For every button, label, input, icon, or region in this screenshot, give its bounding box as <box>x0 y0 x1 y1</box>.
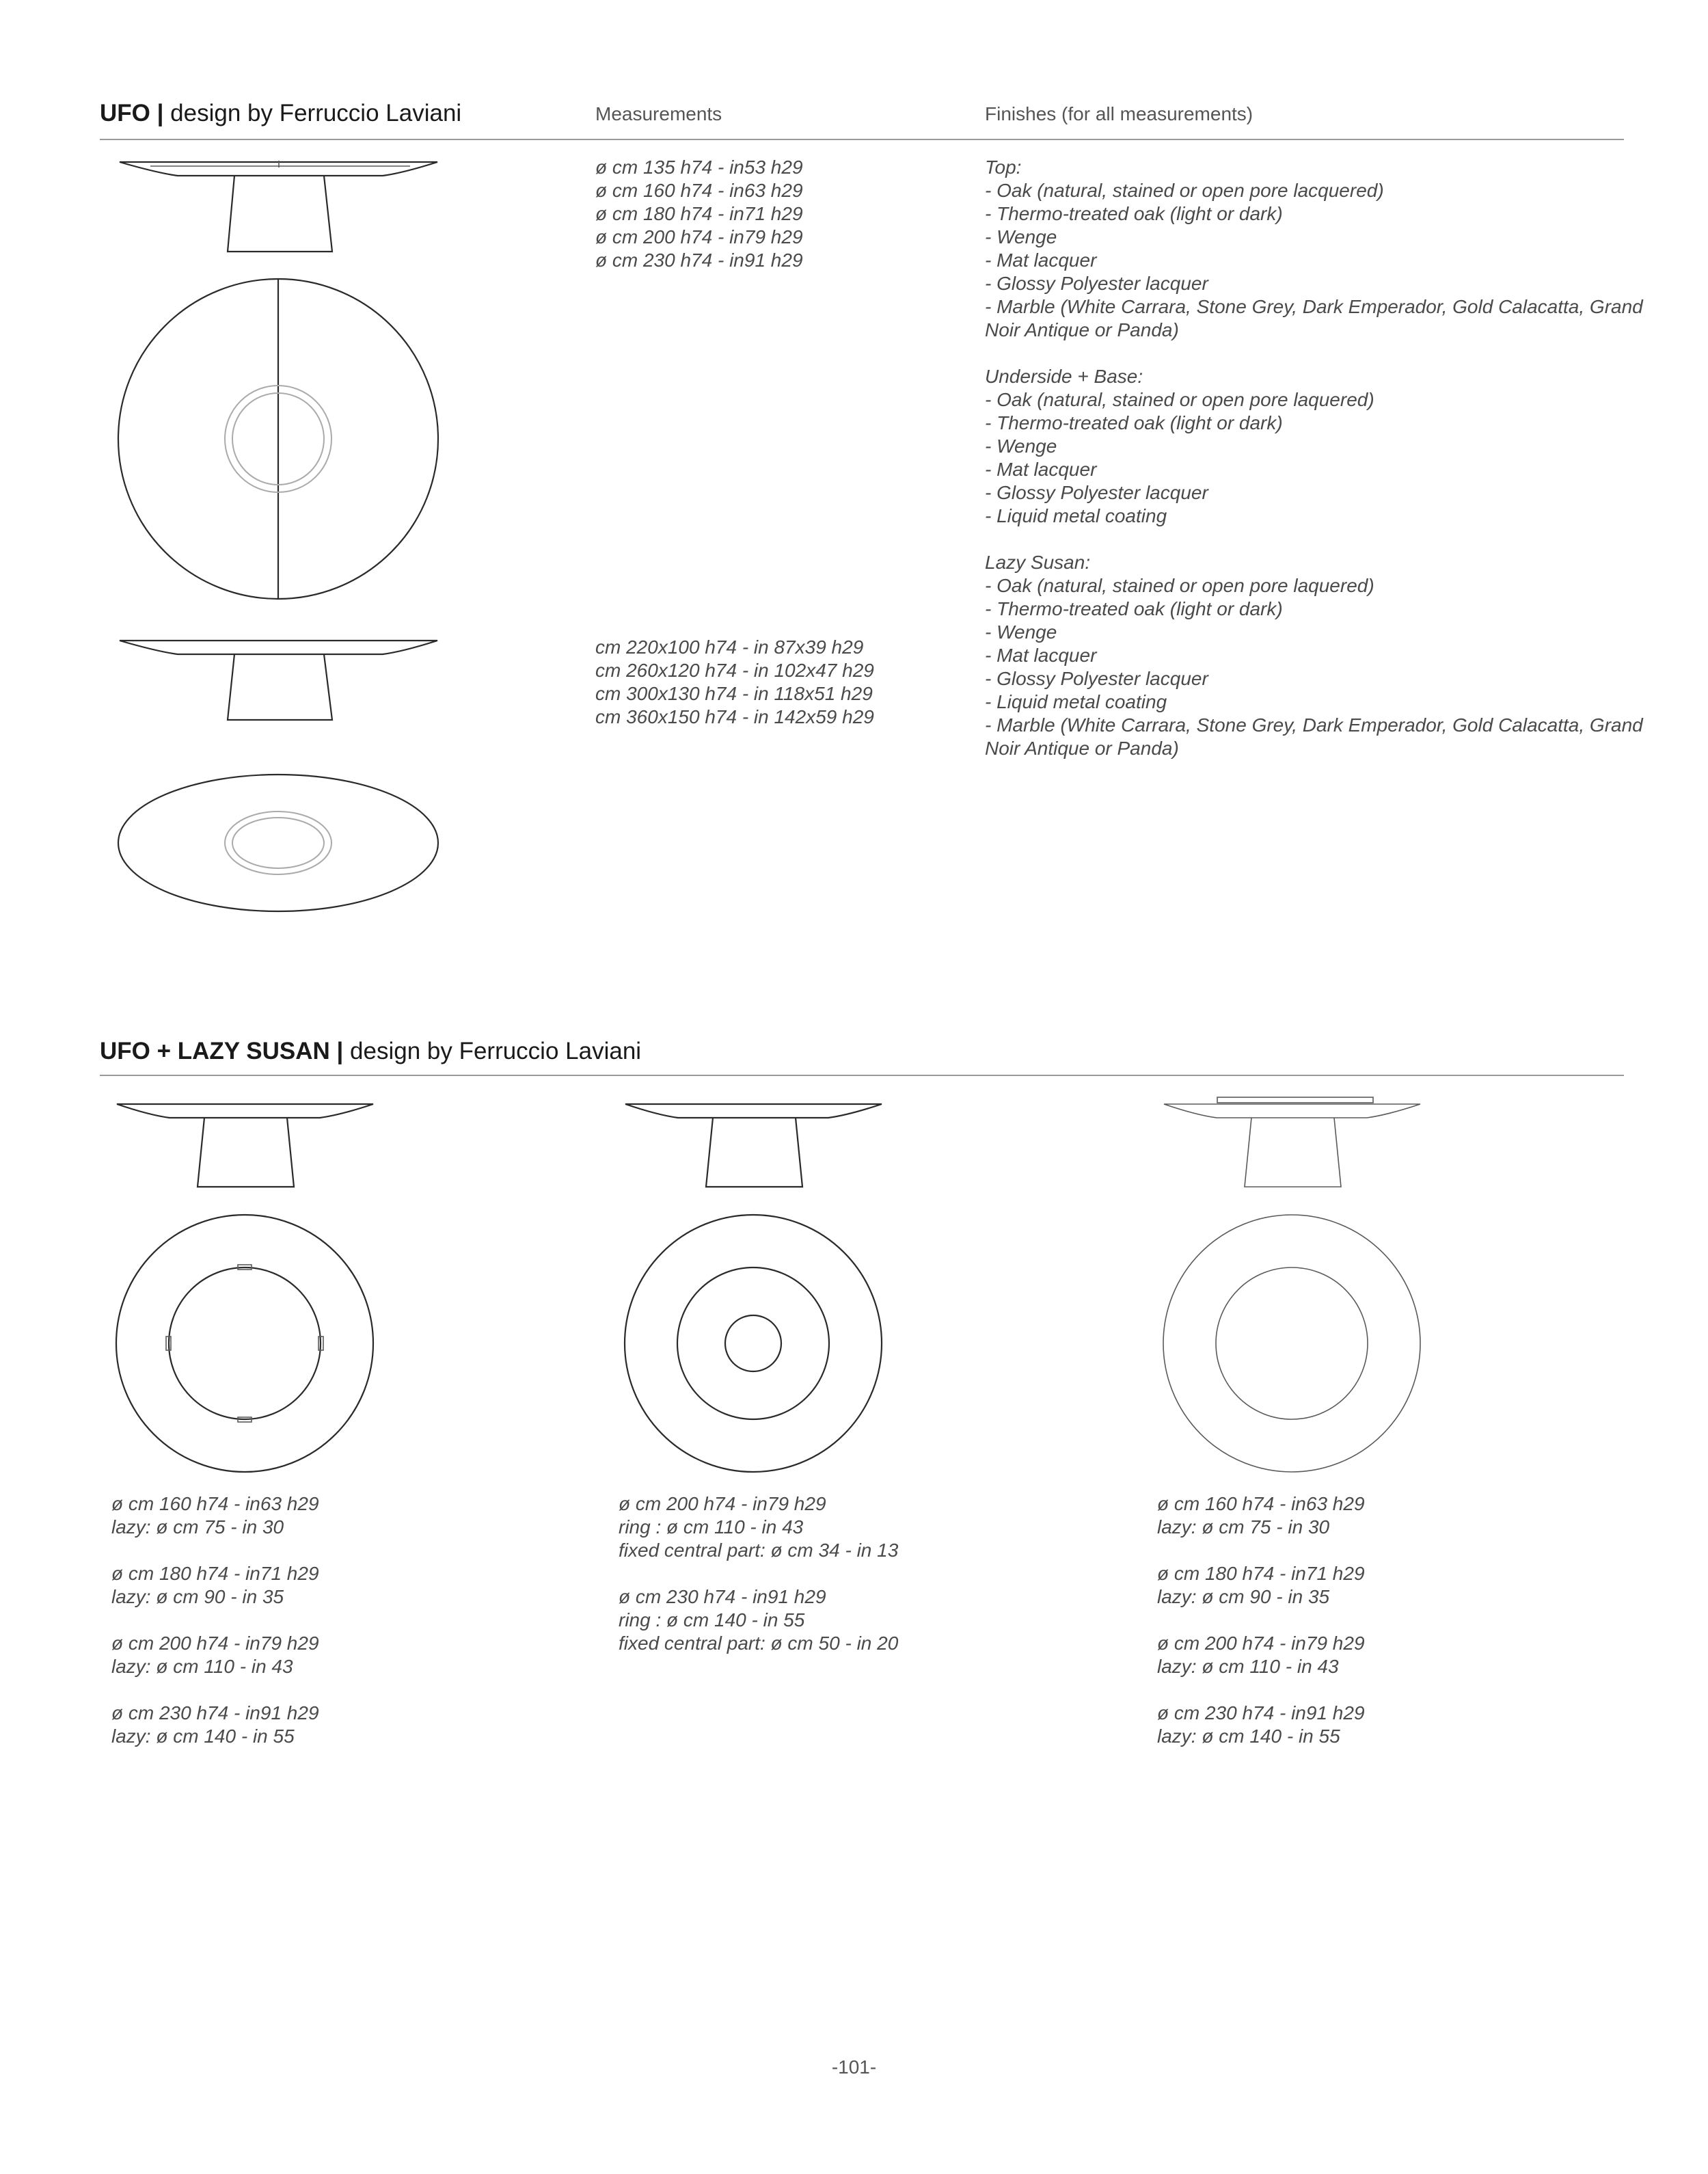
spec-line: ring : ø cm 140 - in 55 <box>619 1609 805 1630</box>
spec-line: ø cm 200 h74 - in79 h29 <box>619 1493 826 1514</box>
finish-item: - Thermo-treated oak (light or dark) <box>985 412 1283 433</box>
spec-line: fixed central part: ø cm 34 - in 13 <box>619 1540 899 1561</box>
oval-sizes-list <box>595 636 874 729</box>
section1-title <box>100 100 461 127</box>
spec-line: lazy: ø cm 110 - in 43 <box>111 1656 293 1677</box>
finish-item: Noir Antique or Panda) <box>985 738 1179 759</box>
round-size-item: ø cm 200 h74 - in79 h29 <box>595 226 803 247</box>
section2-title-rest: design by Ferruccio Laviani <box>350 1038 642 1064</box>
finish-item: - Oak (natural, stained or open pore laquered) <box>985 575 1374 596</box>
spec-line: ø cm 160 h74 - in63 h29 <box>1157 1493 1365 1514</box>
measurements-heading: Measurements <box>595 103 722 124</box>
section1-title-rest: design by Ferruccio Laviani <box>170 100 462 126</box>
round-size-item: ø cm 230 h74 - in91 h29 <box>595 250 803 271</box>
finish-item: - Liquid metal coating <box>985 505 1167 526</box>
page-number: -101- <box>831 2056 877 2078</box>
spec-line: lazy: ø cm 90 - in 35 <box>1157 1586 1330 1607</box>
section1-divider <box>100 139 1624 140</box>
finish-group-title: Underside + Base: <box>985 366 1143 387</box>
finish-item: Noir Antique or Panda) <box>985 319 1179 340</box>
finishes-heading: Finishes (for all measurements) <box>985 103 1253 124</box>
section1-title-sep: | <box>150 100 171 126</box>
section2-title <box>100 1038 641 1065</box>
spec-line: ø cm 180 h74 - in71 h29 <box>1157 1563 1365 1584</box>
round-table-side-view <box>116 154 444 256</box>
finish-item: - Thermo-treated oak (light or dark) <box>985 598 1283 619</box>
spec-line: ø cm 230 h74 - in91 h29 <box>1157 1702 1365 1723</box>
oval-table-side-view <box>116 632 444 728</box>
oval-size-item: cm 300x130 h74 - in 118x51 h29 <box>595 683 873 704</box>
finish-item: - Marble (White Carrara, Stone Grey, Dark Emperador, Gold Calacatta, Grand <box>985 714 1643 736</box>
finish-item: - Wenge <box>985 621 1057 643</box>
finish-item: - Liquid metal coating <box>985 691 1167 712</box>
lazy-susan-1-specs <box>111 1492 319 1748</box>
spec-line: ø cm 230 h74 - in91 h29 <box>619 1586 826 1607</box>
finish-item: - Marble (White Carrara, Stone Grey, Dark Emperador, Gold Calacatta, Grand <box>985 296 1643 317</box>
round-size-item: ø cm 160 h74 - in63 h29 <box>595 180 803 201</box>
round-size-item: ø cm 135 h74 - in53 h29 <box>595 157 803 178</box>
finish-item: - Glossy Polyester lacquer <box>985 482 1208 503</box>
finish-item: - Mat lacquer <box>985 459 1097 480</box>
finish-group-title: Lazy Susan: <box>985 552 1091 573</box>
section2-title-bold: UFO + LAZY SUSAN <box>100 1038 330 1064</box>
finish-item: - Thermo-treated oak (light or dark) <box>985 203 1283 224</box>
finish-item: - Glossy Polyester lacquer <box>985 273 1208 294</box>
oval-size-item: cm 360x150 h74 - in 142x59 h29 <box>595 706 874 727</box>
lazy-susan-3-top-view <box>1162 1213 1428 1480</box>
lazy-susan-2-side-view <box>623 1097 890 1193</box>
oval-table-top-view <box>116 773 444 916</box>
spec-line: ring : ø cm 110 - in 43 <box>619 1516 804 1538</box>
lazy-susan-2-specs <box>619 1492 898 1655</box>
spec-line: lazy: ø cm 90 - in 35 <box>111 1586 284 1607</box>
lazy-susan-1-top-view <box>115 1213 381 1480</box>
finishes-list <box>985 156 1643 760</box>
finish-item: - Mat lacquer <box>985 645 1097 666</box>
oval-size-item: cm 220x100 h74 - in 87x39 h29 <box>595 636 864 658</box>
lazy-susan-1-side-view <box>115 1097 381 1193</box>
section2-title-sep: | <box>329 1038 351 1064</box>
lazy-susan-3-side-view <box>1162 1090 1428 1193</box>
spec-line: lazy: ø cm 140 - in 55 <box>111 1726 295 1747</box>
section2-divider <box>100 1075 1624 1076</box>
spec-line: lazy: ø cm 140 - in 55 <box>1157 1726 1340 1747</box>
round-table-top-view <box>116 277 444 605</box>
finish-item: - Wenge <box>985 435 1057 457</box>
round-sizes-list <box>595 156 803 272</box>
spec-line: ø cm 230 h74 - in91 h29 <box>111 1702 319 1723</box>
finish-item: - Wenge <box>985 226 1057 247</box>
lazy-susan-3-specs <box>1157 1492 1365 1748</box>
spec-line: ø cm 160 h74 - in63 h29 <box>111 1493 319 1514</box>
finish-group-title: Top: <box>985 157 1022 178</box>
oval-size-item: cm 260x120 h74 - in 102x47 h29 <box>595 660 874 681</box>
lazy-susan-2-top-view <box>623 1213 890 1480</box>
spec-line: ø cm 200 h74 - in79 h29 <box>1157 1633 1365 1654</box>
spec-line: lazy: ø cm 110 - in 43 <box>1157 1656 1339 1677</box>
round-size-item: ø cm 180 h74 - in71 h29 <box>595 203 803 224</box>
finish-item: - Oak (natural, stained or open pore laquered) <box>985 389 1374 410</box>
spec-line: lazy: ø cm 75 - in 30 <box>1157 1516 1330 1538</box>
section1-title-bold: UFO <box>100 100 150 126</box>
spec-line: lazy: ø cm 75 - in 30 <box>111 1516 284 1538</box>
finish-item: - Oak (natural, stained or open pore lacquered) <box>985 180 1384 201</box>
finish-item: - Mat lacquer <box>985 250 1097 271</box>
spec-line: ø cm 180 h74 - in71 h29 <box>111 1563 319 1584</box>
finish-item: - Glossy Polyester lacquer <box>985 668 1208 689</box>
spec-line: ø cm 200 h74 - in79 h29 <box>111 1633 319 1654</box>
spec-line: fixed central part: ø cm 50 - in 20 <box>619 1633 899 1654</box>
